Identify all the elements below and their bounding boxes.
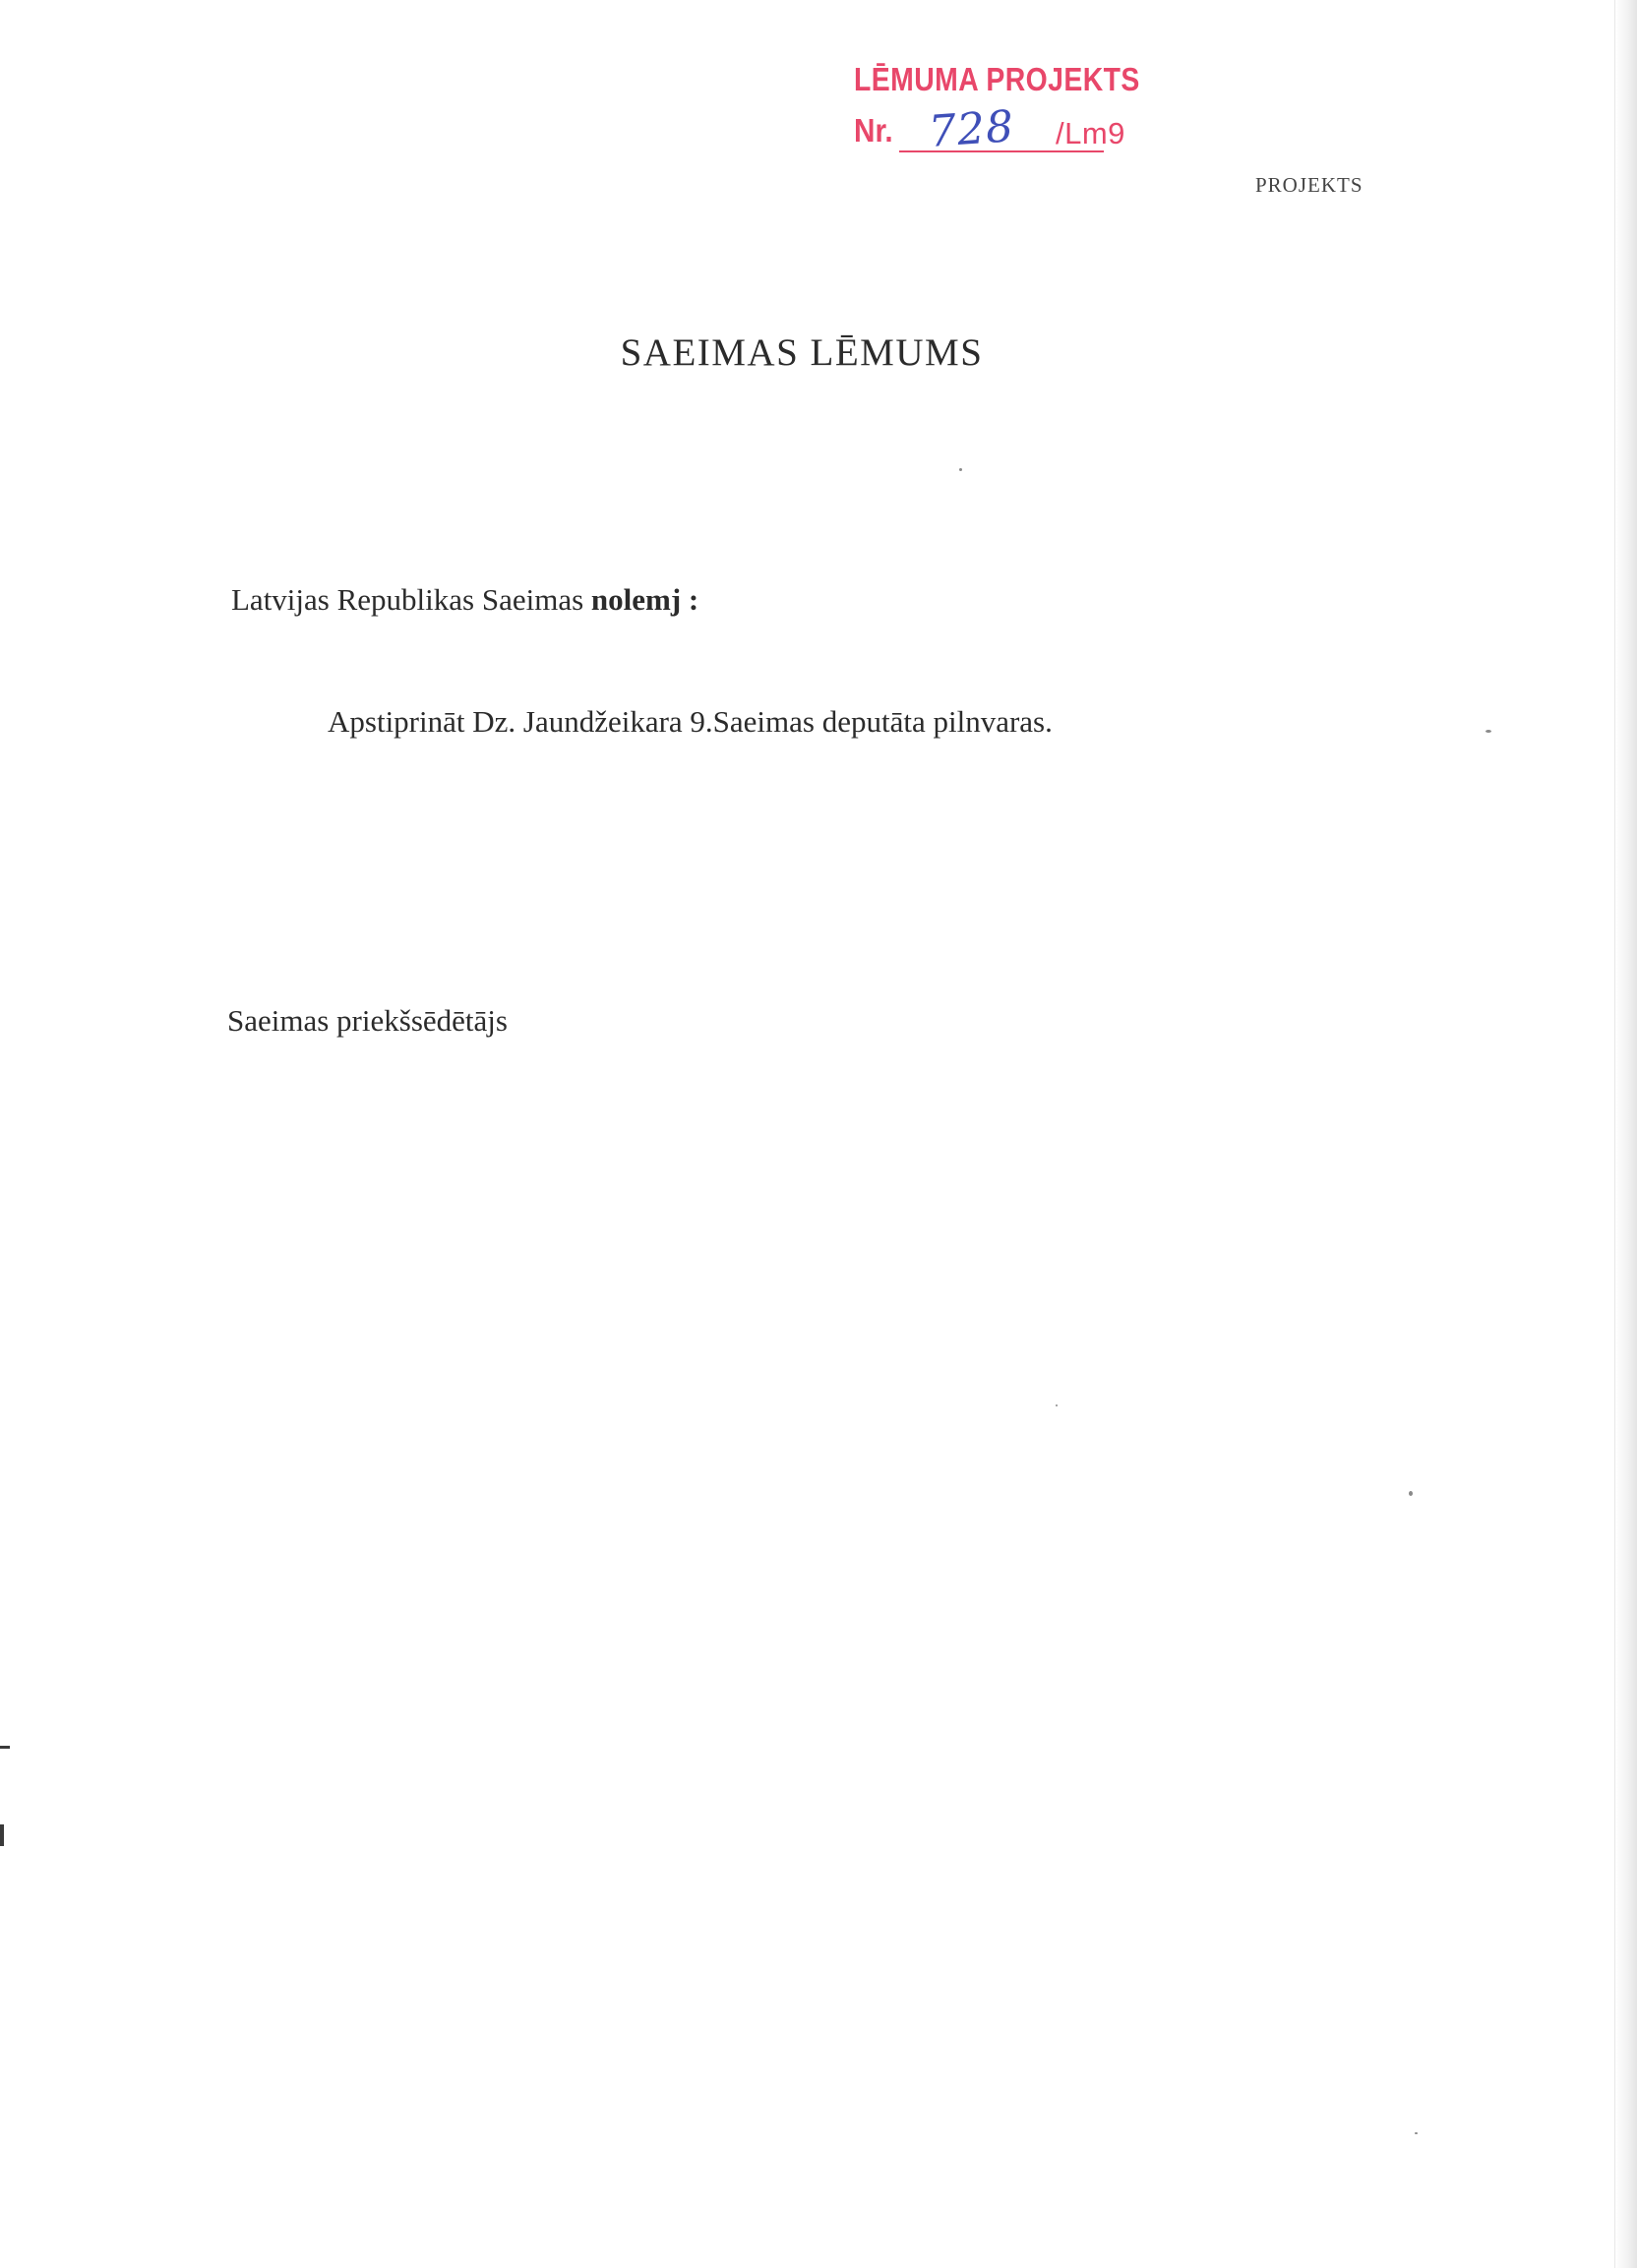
stamp-title: LĒMUMA PROJEKTS (854, 61, 1140, 97)
resolution-text: Apstiprināt Dz. Jaundžeikara 9.Saeimas deputāta pilnvaras. (328, 704, 1053, 739)
intro-text: Latvijas Republikas Saeimas (231, 582, 591, 617)
intro-line (231, 582, 698, 618)
document-title: SAEIMAS LĒMUMS (620, 331, 984, 374)
stamp-suffix: /Lm9 (1056, 116, 1125, 150)
scan-speck (1409, 1491, 1413, 1496)
scan-mark (0, 1824, 4, 1846)
signature-role: Saeimas priekšsēdētājs (227, 1003, 508, 1038)
scan-edge-shading (1615, 0, 1637, 2268)
scan-speck (1415, 2132, 1418, 2134)
intro-bold-verb: nolemj : (590, 582, 699, 617)
scan-speck (1485, 730, 1491, 733)
stamp-handwritten-number: 728 (927, 101, 1016, 157)
scan-speck (959, 468, 962, 471)
stamp-number-label: Nr. (854, 112, 893, 149)
draft-stamp (850, 61, 1165, 169)
scan-mark (0, 1746, 10, 1749)
scan-speck (1056, 1404, 1058, 1406)
projekts-label: PROJEKTS (1255, 173, 1364, 197)
